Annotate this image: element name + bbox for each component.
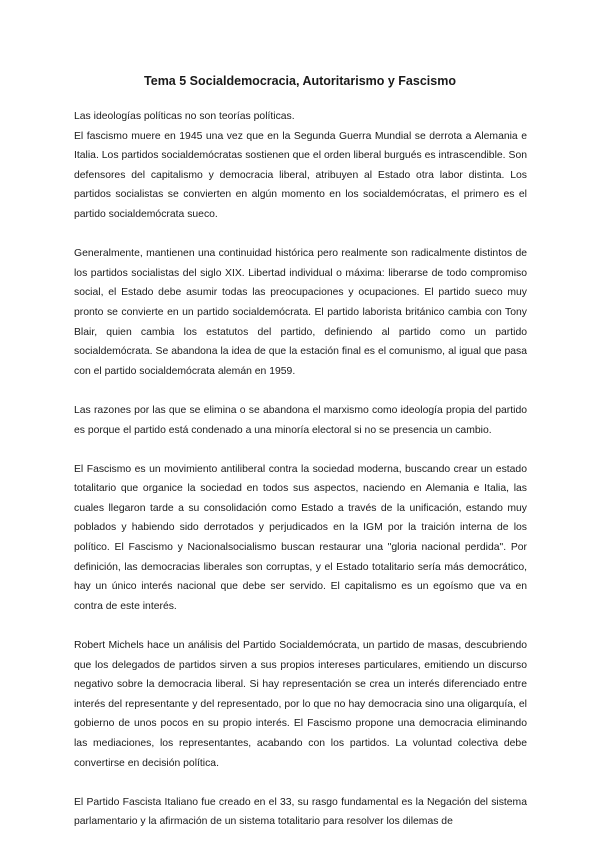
paragraph-5: El Fascismo es un movimiento antiliberal contra la sociedad moderna, buscando crear un estado totalitario que organice la sociedad en todos sus aspectos, naciendo en Alemania e Italia, las cuales llegaron tarde a su consolidación como Estado a través de la unificación, estando muy poblados y habiendo sido derrotados y perjudicados en la IGM por la traición interna de los político. El Fascismo y Nacionalsocialismo buscan restaurar una "gloria nacional perdida". Por definición, las democracias liberales son corruptas, y el Estado totalitario sería más democrático, hay un único interés nacional que debe ser servido. El capitalismo es un egoísmo que va en contra de este interés. <box>74 463 527 612</box>
paragraph-6: Robert Michels hace un análisis del Partido Socialdemócrata, un partido de masas, descubriendo que los delegados de partidos sirven a sus propios intereses particulares, emitiendo un discurso negativo sobre la democracia liberal. Si hay representación se crea un interés diferenciado entre interés del representante y del representado, por lo que no hay democracia sino una oligarquía, el gobierno de unos pocos en su propio interés. El Fascismo propone una democracia eliminando las mediaciones, los representantes, acabando con los partidos. La voluntad colectiva debe convertirse en decisión política. <box>74 640 527 769</box>
paragraph-2: El fascismo muere en 1945 una vez que en la Segunda Guerra Mundial se derrota a Alemania e Italia. Los partidos socialdemócratas sostienen que el orden liberal burgués es intrascendible. Son defensores del capitalismo y democracia liberal, atribuyen al Estado otra labor distinta. Los partidos socialistas se convierten en algún momento en los socialdemócratas, el primero es el partido socialdemócrata sueco. <box>74 130 527 220</box>
paragraph-3: Generalmente, mantienen una continuidad histórica pero realmente son radicalmente distintos de los partidos socialistas del siglo XIX. Libertad individual o máxima: liberarse de todo compromiso social, el Estado debe asumir todas las preocupaciones y ocupaciones. El partido sueco muy pronto se convierte en un partido socialdemócrata. El partido laborista británico cambia con Tony Blair, quien cambia los estatutos del partido, definiendo al partido como un partido socialdemócrata. Se abandona la idea de que la estación final es el comunismo, al igual que pasa con el partido socialdemócrata alemán en 1959. <box>74 248 527 377</box>
document-body <box>74 107 527 852</box>
paragraph-1: Las ideologías políticas no son teorías políticas. <box>74 111 295 122</box>
paragraph-7: El Partido Fascista Italiano fue creado en el 33, su rasgo fundamental es la Negación del sistema parlamentario y la afirmación de un sistema totalitario para resolver los dilemas de <box>74 796 527 828</box>
paragraph-4: Las razones por las que se elimina o se abandona el marxismo como ideología propia del partido es porque el partido está condenado a una minoría electoral si no se presencia un cambio. <box>74 404 527 436</box>
page-title: Tema 5 Socialdemocracia, Autoritarismo y Fascismo <box>144 74 456 88</box>
